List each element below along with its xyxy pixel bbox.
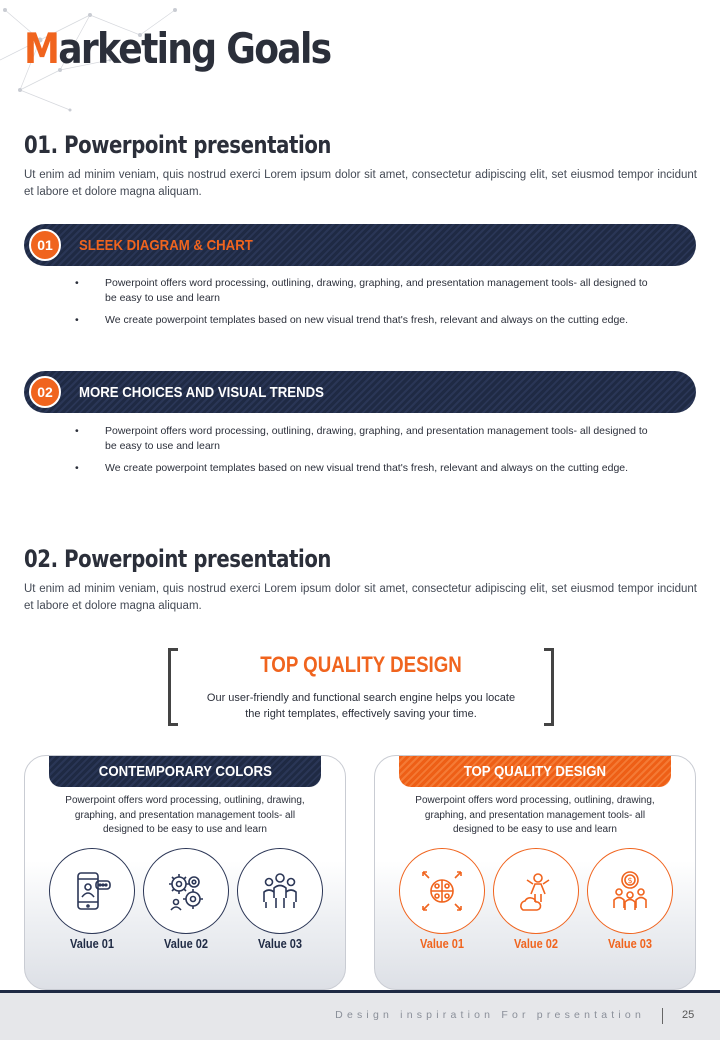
value-label: Value 01 (69, 937, 115, 951)
footer-divider (662, 1008, 663, 1024)
network-users-icon (399, 848, 485, 934)
card-title-tab (49, 756, 321, 787)
section1-text: Ut enim ad minim veniam, quis nostrud exerci Lorem ipsum dolor sit amet, consectetur adipiscing elit, set eiusmod tempor incidunt et labore et dolore magna aliquam. (24, 169, 697, 198)
card-description: Powerpoint offers word processing, outlining, drawing, graphing, and presentation management tools- all designed to be easy to use and learn (65, 795, 305, 835)
title-rest: arketing Goals (58, 24, 331, 73)
bullet-list-2 (75, 424, 655, 483)
list-item: • We create powerpoint templates based on new visual trend that's fresh, relevant and always on the cutting edge. (75, 461, 655, 476)
item-number-badge: 01 (29, 229, 61, 261)
list-item: • Powerpoint offers word processing, outlining, drawing, graphing, and presentation management tools- all designed to be easy to use and learn (75, 424, 655, 454)
card-title: TOP QUALITY DESIGN (463, 763, 607, 780)
group-people-icon (237, 848, 323, 934)
section1-heading: 01. Powerpoint presentation (24, 131, 332, 159)
quote-box (168, 648, 554, 726)
item-label: SLEEK DIAGRAM & CHART (79, 236, 253, 254)
list-item: • Powerpoint offers word processing, outlining, drawing, graphing, and presentation management tools- all designed to be easy to use and learn (75, 276, 655, 306)
money-team-icon (587, 848, 673, 934)
section2-heading: 02. Powerpoint presentation (24, 545, 332, 573)
footer (0, 990, 720, 1040)
title-accent-letter: M (24, 24, 59, 73)
card-top-quality-design (374, 755, 696, 990)
card-title: CONTEMPORARY COLORS (98, 763, 272, 780)
svg-text:$: $ (627, 876, 633, 885)
card-title-tab (399, 756, 671, 787)
value-label: Value 03 (607, 937, 653, 951)
page-title (24, 24, 330, 73)
value-label: Value 03 (257, 937, 303, 951)
quote-body: Our user-friendly and functional search engine helps you locate the right templates, effectively saving your time. (206, 692, 516, 720)
value-label: Value 01 (419, 937, 465, 951)
right-bracket (544, 648, 554, 726)
mobile-user-icon (49, 848, 135, 934)
page-number: 25 (682, 1009, 695, 1021)
footer-text: Design inspiration For presentation (335, 1009, 645, 1021)
card-contemporary-colors (24, 755, 346, 990)
quote-title: TOP QUALITY DESIGN (260, 652, 462, 677)
section2-text: Ut enim ad minim veniam, quis nostrud exerci Lorem ipsum dolor sit amet, consectetur adipiscing elit, set eiusmod tempor incidunt et labore et dolore magna aliquam. (24, 583, 697, 612)
value-label: Value 02 (163, 937, 209, 951)
card-description: Powerpoint offers word processing, outlining, drawing, graphing, and presentation management tools- all designed to be easy to use and learn (415, 795, 655, 835)
item-number-badge: 02 (29, 376, 61, 408)
left-bracket (168, 648, 178, 726)
item-bar-2 (24, 371, 696, 413)
item-label: MORE CHOICES AND VISUAL TRENDS (79, 383, 324, 401)
value-label: Value 02 (513, 937, 559, 951)
gears-team-icon (143, 848, 229, 934)
bullet-list-1 (75, 276, 655, 335)
list-item: • We create powerpoint templates based on new visual trend that's fresh, relevant and always on the cutting edge. (75, 313, 655, 328)
cloud-leader-icon (493, 848, 579, 934)
item-bar-1 (24, 224, 696, 266)
